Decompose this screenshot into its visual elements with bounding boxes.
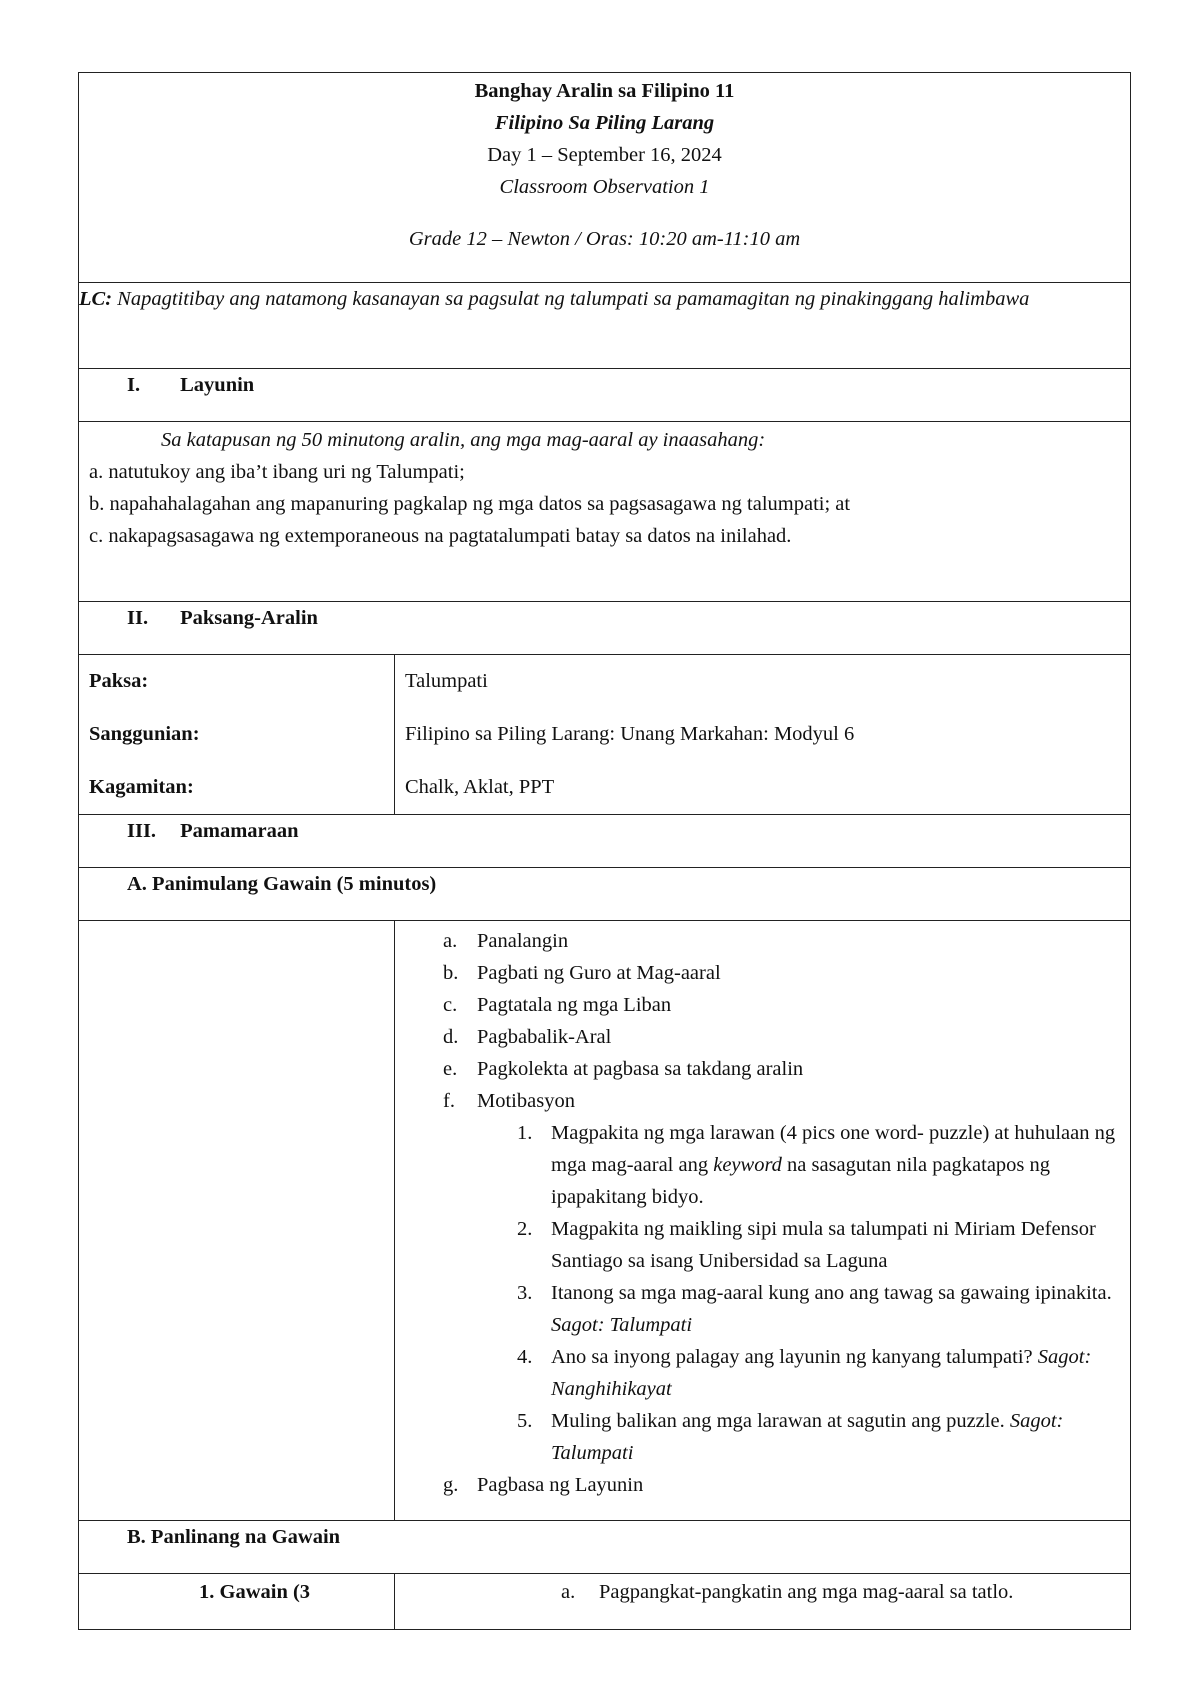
section-title: Pamamaraan [180,820,299,842]
lesson-plan-table [78,72,1131,1630]
part-a-header [79,868,1131,921]
observation-label: Classroom Observation 1 [499,176,710,198]
list-item: a. Panalangin [443,930,569,952]
motivation-step: 2. Magpakita ng maikling sipi mula sa talumpati ni Miriam Defensor Santiago sa isang Unibersidad sa Laguna [517,1218,1096,1272]
part-a-left-cell [79,921,395,1521]
objectives-intro: Sa katapusan ng 50 minutong aralin, ang mga mag-aaral ay inaasahang: [161,429,766,451]
day-date: Day 1 – September 16, 2024 [487,144,722,166]
activity-list-end [395,1469,1130,1501]
section-number: I. [127,374,141,396]
list-item: b. Pagbati ng Guro at Mag-aaral [443,962,721,984]
activity-item: Pagpangkat-pangkatin ang mga mag-aaral sa tatlo. [599,1581,1014,1603]
part-a-title: A. Panimulang Gawain (5 minutos) [79,868,1131,921]
section-pamamaraan-header [79,815,1131,868]
kagamitan-label: Kagamitan: [89,776,194,798]
objectives-row [79,422,1131,602]
lc-row [79,283,1131,369]
section-number: II. [127,607,149,629]
section-layunin-header [79,369,1131,422]
list-item: f. Motibasyon [443,1090,575,1112]
activity-item-mark: a. [561,1581,576,1603]
motivation-step: 4. Ano sa inyong palagay ang layunin ng kanyang talumpati? Sagot: Nanghihikayat [517,1346,1092,1400]
section-title: Layunin [180,374,255,396]
list-item: d. Pagbabalik-Aral [443,1026,612,1048]
motivation-step: 3. Itanong sa mga mag-aaral kung ano ang tawag sa gawaing ipinakita. Sagot: Talumpati [517,1282,1112,1336]
lc-label: LC: [79,288,113,310]
kagamitan-value: Chalk, Aklat, PPT [405,776,555,798]
header-row [79,73,1131,283]
paksa-value: Talumpati [405,670,488,692]
objective-item: b. napahahalagahan ang mapanuring pagkalap ng mga datos sa pagsasagawa ng talumpati; at [89,493,851,515]
part-b-activity-row [79,1574,1131,1630]
motivation-step: 1. Magpakita ng mga larawan (4 pics one word- puzzle) at huhulaan ng mga mag-aaral ang keyword na sasagutan nila pagkatapos ng ipapakitang bidyo. [517,1122,1116,1208]
subject-matter-row [79,655,1131,815]
sanggunian-label: Sanggunian: [89,723,200,745]
part-b-header [79,1521,1131,1574]
paksa-label: Paksa: [89,670,149,692]
objective-item: a. natutukoy ang iba’t ibang uri ng Talumpati; [89,461,465,483]
section-title: Paksang-Aralin [180,607,318,629]
document-title: Banghay Aralin sa Filipino 11 [474,80,735,102]
list-item: e. Pagkolekta at pagbasa sa takdang aralin [443,1058,804,1080]
objective-item: c. nakapagsasagawa ng extemporaneous na pagtatalumpati batay sa datos na inilahad. [89,525,792,547]
motivation-steps [395,1117,1130,1469]
part-a-content-row [79,921,1131,1521]
motivation-step: 5. Muling balikan ang mga larawan at sagutin ang puzzle. Sagot: Talumpati [517,1410,1064,1464]
section-paksang-aralin-header [79,602,1131,655]
grade-schedule: Grade 12 – Newton / Oras: 10:20 am-11:10 am [408,228,801,250]
part-b-title: B. Panlinang na Gawain [79,1521,1131,1574]
section-number: III. [127,820,157,842]
sanggunian-value: Filipino sa Piling Larang: Unang Markahan: Modyul 6 [405,723,855,745]
activity-list [395,925,1130,1117]
subject-title: Filipino Sa Piling Larang [494,112,715,134]
list-item: g. Pagbasa ng Layunin [443,1474,644,1496]
list-item: c. Pagtatala ng mga Liban [443,994,672,1016]
activity-label: 1. Gawain (3 [79,1574,395,1630]
lc-text: Napagtitibay ang natamong kasanayan sa pagsulat ng talumpati sa pamamagitan ng pinakinggang halimbawa [117,288,1030,310]
